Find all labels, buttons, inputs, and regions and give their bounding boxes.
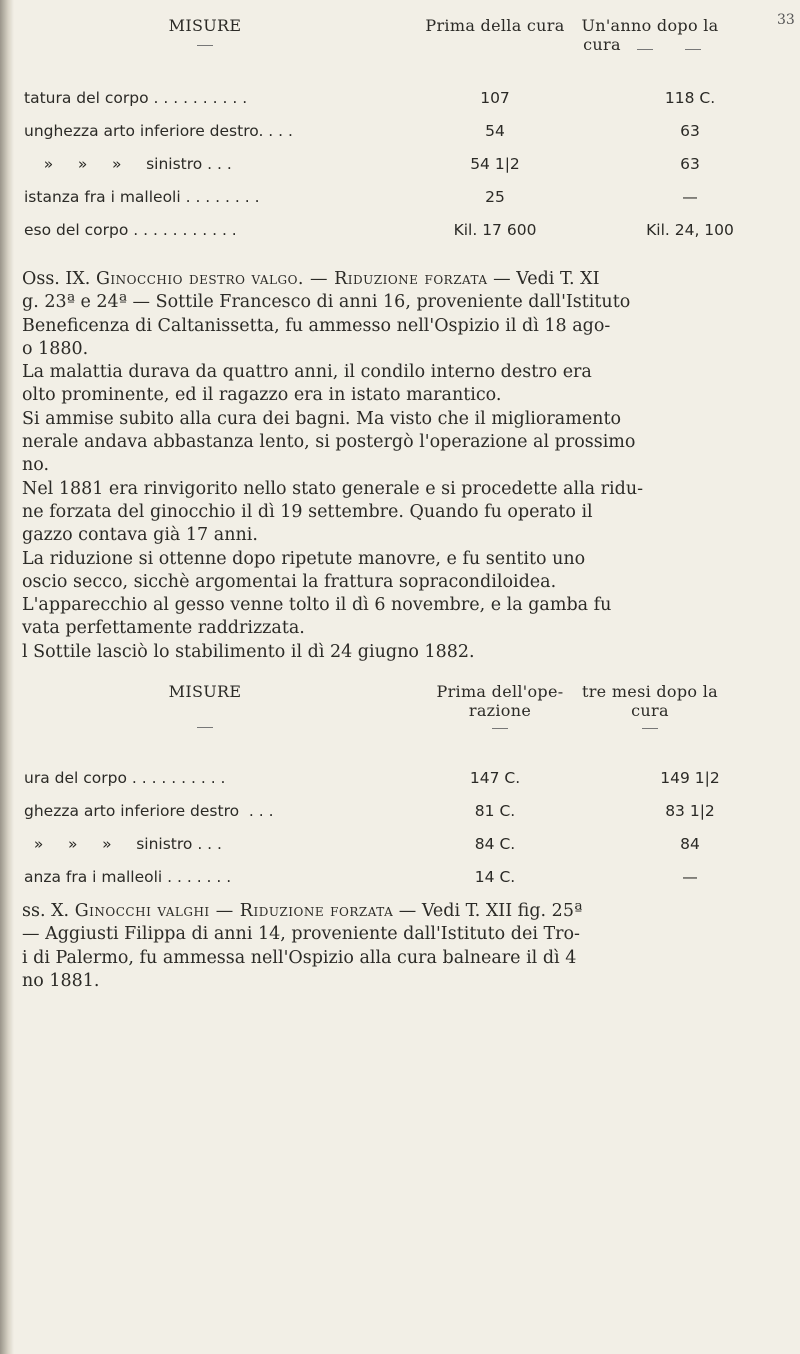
page-number: 33: [777, 12, 795, 28]
column-header-before: Prima della cura: [425, 16, 565, 35]
observation-heading: ss. X. Ginocchi valghi — Riduzione forzata — Vedi T. XII fig. 25ª: [22, 901, 583, 921]
table-row: » » » sinistro . . . 54 1|2 63: [24, 155, 700, 173]
table-row: ghezza arto inferiore destro . . . 81 C. 83 1|2: [24, 802, 715, 820]
measurements-table-2: [20, 682, 780, 898]
observation-heading: Oss. IX. Ginocchio destro valgo. — Riduzione forzata — Vedi T. XI: [22, 269, 600, 289]
column-header-after: Un'anno dopo la cura: [581, 16, 719, 54]
text-line: Nel 1881 era rinvigorito nello stato generale e si procedette alla ridu-: [22, 478, 644, 499]
table-row: istanza fra i malleoli . . . . . . . . 25 —: [24, 188, 698, 206]
text-line: o 1880.: [22, 338, 89, 359]
table-row: unghezza arto inferiore destro. . . . 54 63: [24, 122, 700, 140]
text-line: ne forzata del ginocchio il dì 19 settembre. Quando fu operato il: [22, 501, 593, 522]
text-line: La malattia durava da quattro anni, il condilo interno destro era: [22, 362, 592, 383]
column-header-measures: MISURE: [130, 16, 280, 46]
text-line: — Aggiusti Filippa di anni 14, proveniente dall'Istituto dei Tro-: [22, 924, 580, 945]
observation-9: [22, 268, 772, 664]
scan-edge: [0, 0, 14, 1354]
table-header: [20, 682, 780, 766]
text-line: g. 23ª e 24ª — Sottile Francesco di anni 16, proveniente dall'Istituto: [22, 292, 631, 313]
table-row: eso del corpo . . . . . . . . . . . Kil. 17 600 Kil. 24, 100: [24, 221, 734, 239]
text-line: Si ammise subito alla cura dei bagni. Ma visto che il miglioramento: [22, 408, 622, 429]
text-line: vata perfettamente raddrizzata.: [22, 618, 305, 639]
text-line: no.: [22, 455, 50, 476]
text-line: La riduzione si ottenne dopo ripetute manovre, e fu sentito uno: [22, 548, 586, 569]
observation-10: [22, 900, 772, 993]
text-line: gazzo contava già 17 anni.: [22, 525, 258, 546]
text-line: l Sottile lasciò lo stabilimento il dì 24 giugno 1882.: [22, 641, 475, 662]
text-line: Beneficenza di Caltanissetta, fu ammesso nell'Ospizio il dì 18 ago-: [22, 315, 611, 336]
table-row: tatura del corpo . . . . . . . . . . 107 118 C.: [24, 89, 716, 107]
text-line: olto prominente, ed il ragazzo era in istato marantico.: [22, 385, 502, 406]
text-line: no 1881.: [22, 970, 100, 991]
text-line: i di Palermo, fu ammessa nell'Ospizio alla cura balneare il dì 4: [22, 947, 577, 968]
text-line: nerale andava abbastanza lento, si postergò l'operazione al prossimo: [22, 432, 636, 453]
column-header-after-three-months: tre mesi dopo la cura: [570, 682, 730, 729]
column-header-measures: MISURE: [130, 682, 280, 728]
column-header-before-operation: Prima dell'ope- razione: [420, 682, 580, 729]
text-line: L'apparecchio al gesso venne tolto il dì 6 novembre, e la gamba fu: [22, 595, 612, 616]
table-row: anza fra i malleoli . . . . . . . 14 C. —: [24, 868, 698, 886]
table-row: ura del corpo . . . . . . . . . . 147 C. 149 1|2: [24, 769, 720, 787]
table-header: [20, 16, 780, 86]
text-line: oscio secco, sicchè argomentai la frattura sopracondiloidea.: [22, 571, 557, 592]
table-row: » » » sinistro . . . 84 C. 84: [24, 835, 700, 853]
measurements-table-1: [20, 16, 780, 251]
